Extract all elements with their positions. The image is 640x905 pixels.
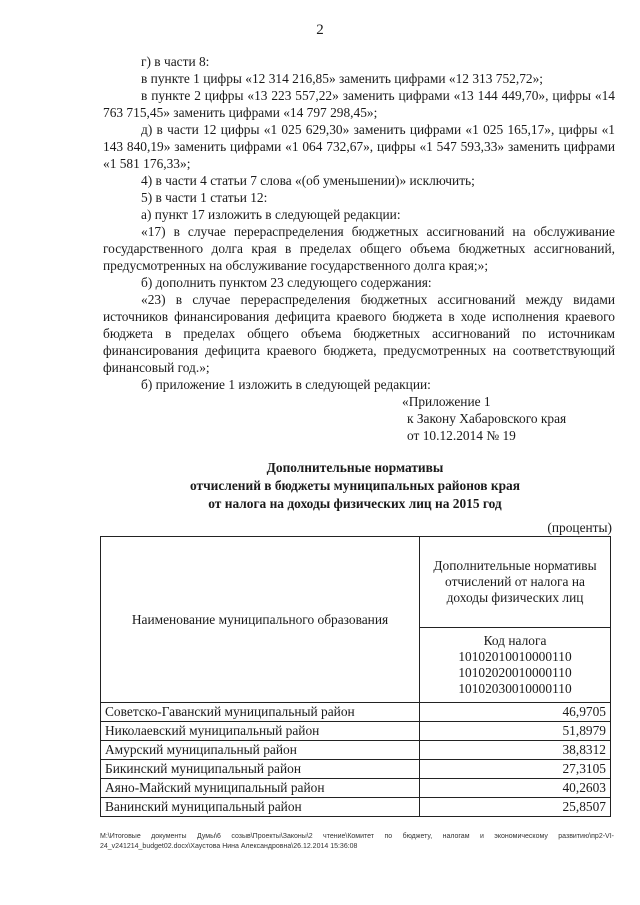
paragraph: «23) в случае перераспределения бюджетных ассигнований между видами источников финансирования дефицита краевого бюджета в ходе исполнения краевого бюджета в пределах общего объема бюджетных ассигнований по источникам финансирования дефицита краевого бюджета, предусмотренных на соответствующий финансовый год.»; bbox=[103, 292, 615, 375]
appendix-line: «Приложение 1 bbox=[402, 394, 491, 409]
paragraph: б) приложение 1 изложить в следующей редакции: bbox=[141, 377, 431, 392]
appendix-line: к Закону Хабаровского края bbox=[407, 411, 567, 426]
table-row bbox=[101, 798, 611, 817]
tax-code: 10102030010000110 bbox=[458, 681, 572, 696]
paragraph: а) пункт 17 изложить в следующей редакции: bbox=[141, 207, 401, 222]
norm-value: 51,8979 bbox=[420, 722, 611, 741]
tax-code-cell bbox=[420, 628, 611, 703]
table-row bbox=[101, 703, 611, 722]
table-row bbox=[101, 760, 611, 779]
tax-code: 10102020010000110 bbox=[458, 665, 572, 680]
appendix-reference bbox=[402, 393, 567, 444]
appendix-line: от 10.12.2014 № 19 bbox=[407, 428, 516, 443]
tax-code-label: Код налога bbox=[483, 633, 547, 648]
norm-value: 38,8312 bbox=[420, 741, 611, 760]
amendment-text bbox=[103, 53, 615, 393]
paragraph: в пункте 1 цифры «12 314 216,85» заменить цифрами «12 313 752,72»; bbox=[141, 71, 544, 86]
table-title-line: от налога на доходы физических лиц на 2015 год bbox=[208, 496, 502, 511]
table-title-line: Дополнительные нормативы bbox=[266, 460, 444, 475]
table-title-line: отчислений в бюджеты муниципальных районов края bbox=[190, 478, 520, 493]
district-name: Амурский муниципальный район bbox=[101, 741, 420, 760]
norm-value: 46,9705 bbox=[420, 703, 611, 722]
table-row bbox=[101, 741, 611, 760]
paragraph: «17) в случае перераспределения бюджетных ассигнований на обслуживание государственного долга края в пределах общего объема бюджетных ассигнований, предусмотренных на обслуживание государственного долга края;»; bbox=[103, 224, 615, 273]
norm-value: 40,2603 bbox=[420, 779, 611, 798]
units-label: (проценты) bbox=[547, 520, 612, 535]
column-header-norm: Дополнительные нормативы отчислений от налога на доходы физических лиц bbox=[420, 537, 611, 628]
paragraph: д) в части 12 цифры «1 025 629,30» заменить цифрами «1 025 165,17», цифры «1 143 840,19» заменить цифрами «1 064 732,67», цифры «1 547 593,33» заменить цифрами «1 581 176,33»; bbox=[103, 122, 615, 171]
paragraph: 5) в части 1 статьи 12: bbox=[141, 190, 268, 205]
table-title bbox=[100, 459, 610, 513]
page-number: 2 bbox=[316, 22, 324, 38]
norm-value: 25,8507 bbox=[420, 798, 611, 817]
table-header-row bbox=[101, 537, 611, 628]
tax-code: 10102010010000110 bbox=[458, 649, 572, 664]
district-name: Ванинский муниципальный район bbox=[101, 798, 420, 817]
file-path-footer: M:\Итоговые документы Думы\6 созыв\Проекты\Законы\2 чтение\Комитет по бюджету, налогам и экономическому развитию\пр2-VI-24_v241214_budget02.docx\Хаустова Нина Александровна\26.12.2014 15:36:08 bbox=[100, 833, 614, 850]
district-name: Аяно-Майский муниципальный район bbox=[101, 779, 420, 798]
paragraph: в пункте 2 цифры «13 223 557,22» заменить цифрами «13 144 449,70», цифры «14 763 715,45» заменить цифрами «14 797 298,45»; bbox=[103, 88, 615, 120]
paragraph: 4) в части 4 статьи 7 слова «(об уменьшении)» исключить; bbox=[141, 173, 475, 188]
norms-table bbox=[100, 536, 611, 817]
district-name: Бикинский муниципальный район bbox=[101, 760, 420, 779]
paragraph: б) дополнить пунктом 23 следующего содержания: bbox=[141, 275, 432, 290]
table-row bbox=[101, 779, 611, 798]
table-row bbox=[101, 722, 611, 741]
column-header-name: Наименование муниципального образования bbox=[101, 537, 420, 703]
paragraph: г) в части 8: bbox=[141, 54, 210, 69]
norm-value: 27,3105 bbox=[420, 760, 611, 779]
district-name: Советско-Гаванский муниципальный район bbox=[101, 703, 420, 722]
district-name: Николаевский муниципальный район bbox=[101, 722, 420, 741]
